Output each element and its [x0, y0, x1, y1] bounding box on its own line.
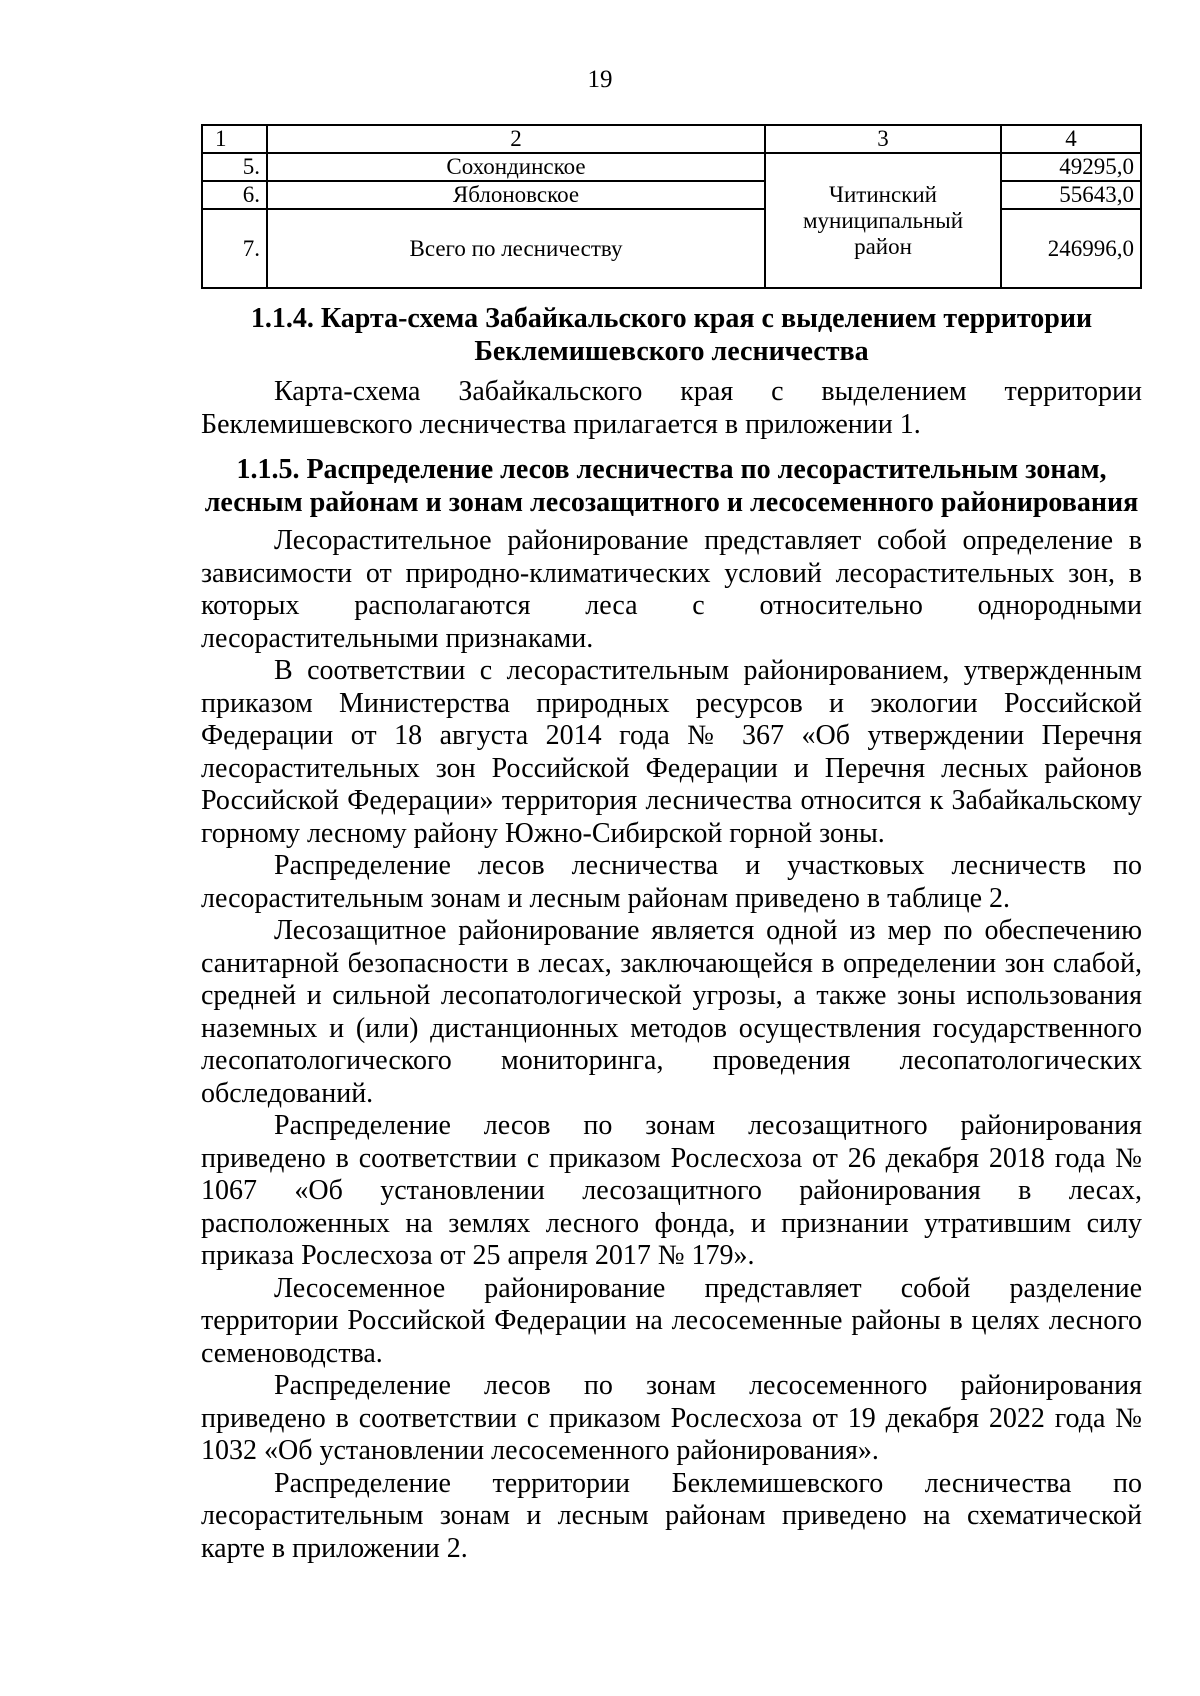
forestry-name: Всего по лесничеству: [267, 209, 765, 288]
table-row: [202, 153, 1141, 181]
forestry-name: Яблоновское: [267, 181, 765, 209]
document-body: [201, 302, 1142, 1565]
row-number: 5.: [202, 153, 267, 181]
table-row-total: [202, 209, 1141, 288]
paragraph: Распределение лесов лесничества и участковых лесничеств по лесорастительным зонам и лесным районам приведено в таблице 2.: [201, 850, 1142, 914]
table-header-cell: 3: [765, 125, 1001, 153]
table-header-cell: 1: [202, 125, 267, 153]
area-value: 246996,0: [1001, 209, 1141, 288]
region-cell: Читинский муниципальный район: [765, 153, 1001, 288]
forest-area-table: [201, 124, 1142, 289]
table-header-cell: 4: [1001, 125, 1141, 153]
page-number: 19: [587, 66, 613, 93]
forestry-name: Сохондинское: [267, 153, 765, 181]
row-number: 7.: [202, 209, 267, 288]
table-header-cell: 2: [267, 125, 765, 153]
table-row: [202, 181, 1141, 209]
area-value: 49295,0: [1001, 153, 1141, 181]
section-1-1-4-heading: 1.1.4. Карта-схема Забайкальского края с выделением территории Беклемишевского лесничества: [250, 303, 1093, 367]
paragraph: Лесорастительное районирование представляет собой определение в зависимости от природно-климатических условий лесорастительных зон, в которых располагаются леса с относительно однородными лесорастительными признаками.: [201, 525, 1142, 654]
paragraph: Распределение лесов по зонам лесосеменного районирования приведено в соответствии с приказом Рослесхоза от 19 декабря 2022 года № 1032 «Об установлении лесосеменного районирования».: [201, 1370, 1142, 1466]
paragraph: Карта-схема Забайкальского края с выделением территории Беклемишевского лесничества прилагается в приложении 1.: [201, 376, 1142, 440]
paragraph: Лесозащитное районирование является одной из мер по обеспечению санитарной безопасности в лесах, заключающейся в определении зон слабой, средней и сильной лесопатологической угрозы, а также зоны использования наземных и (или) дистанционных методов осуществления государственного лесопатологического мониторинга, проведения лесопатологических обследований.: [201, 915, 1142, 1109]
paragraph: Лесосеменное районирование представляет собой разделение территории Российской Федерации на лесосеменные районы в целях лесного семеноводства.: [201, 1272, 1142, 1369]
area-value: 55643,0: [1001, 181, 1141, 209]
paragraph: Распределение территории Беклемишевского лесничества по лесорастительным зонам и лесным районам приведено на схематической карте в приложении 2.: [201, 1467, 1142, 1564]
paragraph: Распределение лесов по зонам лесозащитного районирования приведено в соответствии с приказом Рослесхоза от 26 декабря 2018 года № 1067 «Об установлении лесозащитного районирования в лесах, расположенных на землях лесного фонда, и признании утратившим силу приказа Рослесхоза от 25 апреля 2017 № 179».: [201, 1110, 1142, 1271]
row-number: 6.: [202, 181, 267, 209]
table-header-row: [202, 125, 1141, 153]
section-1-1-5-heading: 1.1.5. Распределение лесов лесничества по лесорастительным зонам, лесным районам и зонам лесозащитного и лесосеменного районирования: [204, 454, 1139, 518]
paragraph: В соответствии с лесорастительным районированием, утвержденным приказом Министерства природных ресурсов и экологии Российской Федерации от 18 августа 2014 года № 367 «Об утверждении Перечня лесорастительных зон Российской Федерации и Перечня лесных районов Российской Федерации» территория лесничества относится к Забайкальскому горному лесному району Южно-Сибирской горной зоны.: [201, 655, 1142, 849]
